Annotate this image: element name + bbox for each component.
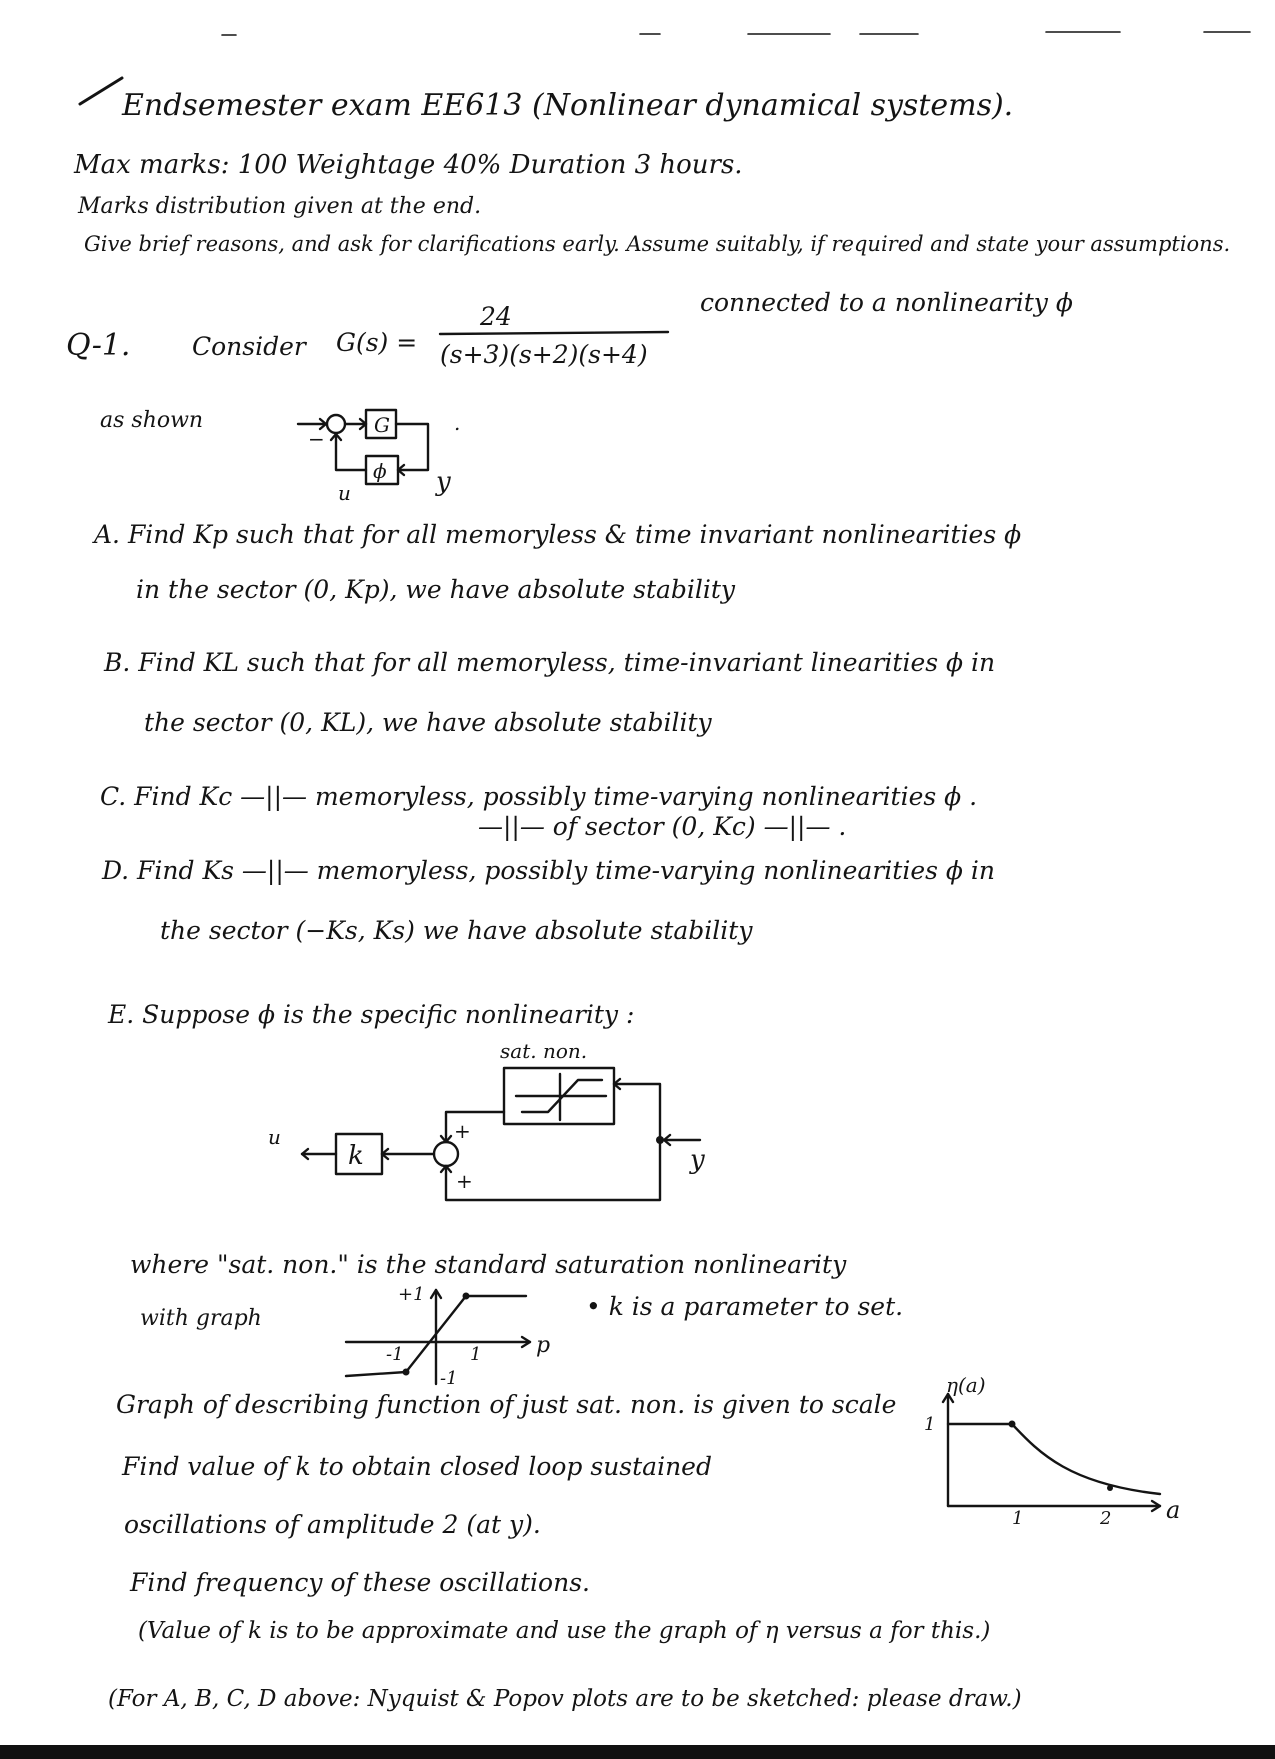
- top-dashes: [0, 0, 1275, 40]
- y-one-label: 1: [924, 1414, 936, 1435]
- x-two-label: 2: [1100, 1508, 1112, 1529]
- summing-junction: [327, 415, 345, 433]
- part-e-where: where "sat. non." is the standard saturation nonlinearity: [130, 1250, 847, 1279]
- part-b-line2: the sector (0, KL), we have absolute stability: [144, 708, 712, 737]
- q1-connected: connected to a nonlinearity ϕ: [700, 288, 1073, 317]
- saturation-graph: [346, 1284, 566, 1394]
- part-e-approx: (Value of k is to be approximate and use the graph of η versus a for this.): [138, 1618, 991, 1644]
- part-e-k-param: • k is a parameter to set.: [586, 1292, 904, 1321]
- minus-sign: −: [308, 427, 325, 451]
- fraction-bar: [440, 330, 740, 340]
- sat-non-label: sat. non.: [500, 1039, 588, 1063]
- part-d-line1: D. Find Ks —||— memoryless, possibly time-varying nonlinearities ϕ in: [102, 856, 995, 885]
- x-one-label: 1: [1012, 1508, 1024, 1529]
- q1-g-lhs: G(s) =: [336, 328, 418, 357]
- tick-plus1: +1: [398, 1284, 425, 1305]
- sum-junction-2: [434, 1142, 458, 1166]
- axis-p-label: p: [536, 1333, 551, 1358]
- part-e-find-k: Find value of k to obtain closed loop sustained: [122, 1452, 712, 1481]
- u-out-label: u: [268, 1125, 281, 1149]
- g-block-label: G: [374, 413, 390, 437]
- feedback-loop-figure: [290, 400, 490, 510]
- marks-note: Marks distribution given at the end.: [78, 194, 482, 219]
- footer-note: (For A, B, C, D above: Nyquist & Popov plots are to be sketched: please draw.): [108, 1686, 1022, 1712]
- part-c-line1: C. Find Kc —||— memoryless, possibly time-varying nonlinearities ϕ .: [100, 782, 978, 811]
- u-label: u: [338, 481, 351, 505]
- part-e-line1: E. Suppose ϕ is the specific nonlinearity :: [108, 1000, 635, 1029]
- part-a-line2: in the sector (0, Kp), we have absolute stability: [136, 575, 736, 604]
- part-e-graph-df: Graph of describing function of just sat. non. is given to scale: [116, 1390, 897, 1419]
- y-out-label: y: [690, 1145, 705, 1175]
- part-d-line2: the sector (−Ks, Ks) we have absolute stability: [160, 916, 753, 945]
- scan-bottom-edge: [0, 1745, 1275, 1759]
- part-c-line2: —||— of sector (0, Kc) —||— .: [478, 812, 847, 841]
- k-block-label: k: [348, 1141, 364, 1171]
- q1-g-denominator: (s+3)(s+2)(s+4): [440, 340, 648, 369]
- part-b-line1: B. Find KL such that for all memoryless, time-invariant linearities ϕ in: [104, 648, 996, 677]
- saturation-loop-figure: [260, 1040, 720, 1210]
- q1-as-shown: as shown: [100, 408, 204, 433]
- exam-title: Endsemester exam EE613 (Nonlinear dynamical systems).: [122, 88, 1014, 123]
- q1-label: Q-1.: [66, 328, 131, 363]
- instructions: Give brief reasons, and ask for clarifications early. Assume suitably, if required and state your assumptions.: [84, 232, 1231, 256]
- tick-minus1-x: -1: [386, 1344, 404, 1365]
- q1-g-numerator: 24: [480, 302, 512, 331]
- plus-bottom: +: [456, 1169, 473, 1193]
- y-label: y: [436, 467, 451, 497]
- eta-label: η(a): [946, 1373, 986, 1397]
- part-e-with-graph: with graph: [140, 1306, 262, 1331]
- tick-1: 1: [470, 1344, 482, 1365]
- axis-a-label: a: [1166, 1496, 1181, 1524]
- plus-top: +: [454, 1119, 471, 1143]
- part-a-line1: A. Find Kp such that for all memoryless & time invariant nonlinearities ϕ: [94, 520, 1022, 549]
- part-e-osc-amp: oscillations of amplitude 2 (at y).: [124, 1510, 541, 1539]
- part-e-find-freq: Find frequency of these oscillations.: [130, 1568, 590, 1597]
- q1-consider: Consider: [192, 332, 306, 361]
- phi-block-label: ϕ: [373, 459, 387, 483]
- exam-meta: Max marks: 100 Weightage 40% Duration 3 hours.: [74, 150, 743, 180]
- tick-minus1-y: -1: [440, 1368, 458, 1389]
- svg-text:.: .: [454, 411, 461, 435]
- describing-function-graph: [920, 1373, 1181, 1529]
